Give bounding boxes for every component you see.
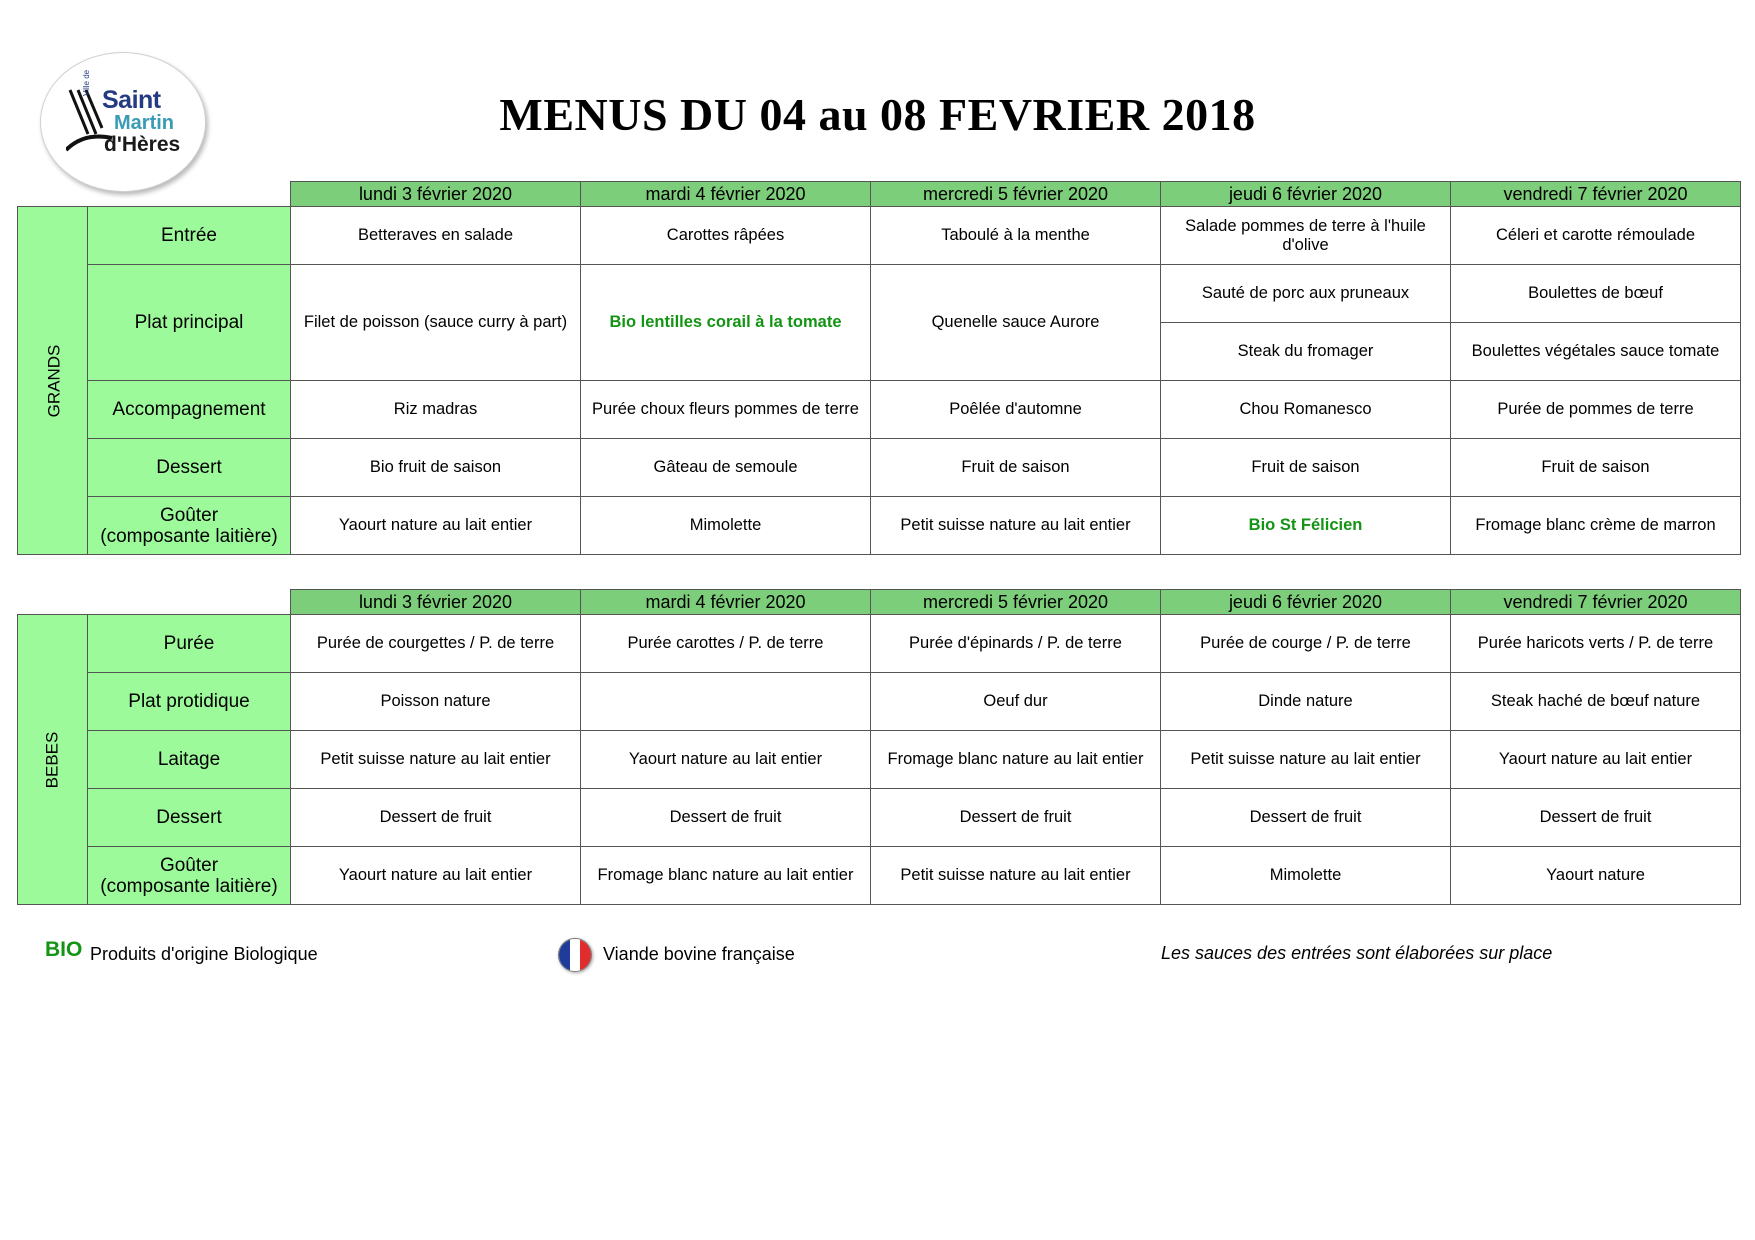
menu-cell: Steak haché de bœuf nature — [1451, 673, 1741, 731]
menu-cell: Fruit de saison — [1161, 439, 1451, 497]
menu-cell: Dessert de fruit — [581, 789, 871, 847]
menu-cell: Dessert de fruit — [291, 789, 581, 847]
menu-cell: Chou Romanesco — [1161, 381, 1451, 439]
menu-cell: Betteraves en salade — [291, 207, 581, 265]
legend — [0, 938, 1755, 978]
category-accompagnement: Accompagnement — [88, 381, 291, 439]
logo-martin-text: Martin — [114, 112, 174, 134]
logo-heres-text: d'Hères — [104, 133, 181, 156]
header-spacer — [18, 182, 291, 207]
menu-cell: Bio fruit de saison — [291, 439, 581, 497]
category-entree: Entrée — [88, 207, 291, 265]
day-header: vendredi 7 février 2020 — [1451, 182, 1741, 207]
menu-cell: Petit suisse nature au lait entier — [1161, 731, 1451, 789]
menu-cell: Purée choux fleurs pommes de terre — [581, 381, 871, 439]
menu-cell: Yaourt nature au lait entier — [581, 731, 871, 789]
day-header: lundi 3 février 2020 — [291, 182, 581, 207]
menu-cell: Boulettes de bœuf — [1451, 265, 1741, 323]
category-laitage: Laitage — [88, 731, 291, 789]
day-header: jeudi 6 février 2020 — [1161, 182, 1451, 207]
menu-cell: Petit suisse nature au lait entier — [871, 497, 1161, 555]
category-gouter-line2: (composante laitière) — [100, 875, 278, 897]
sauces-note: Les sauces des entrées sont élaborées sur place — [1161, 943, 1553, 963]
menu-cell: Yaourt nature — [1451, 847, 1741, 905]
france-flag-icon — [558, 938, 592, 972]
menu-cell: Dessert de fruit — [871, 789, 1161, 847]
day-header: mercredi 5 février 2020 — [871, 182, 1161, 207]
menu-cell: Purée d'épinards / P. de terre — [871, 615, 1161, 673]
menu-cell: Purée de courgettes / P. de terre — [291, 615, 581, 673]
menu-cell: Fromage blanc nature au lait entier — [581, 847, 871, 905]
menu-cell: Dessert de fruit — [1161, 789, 1451, 847]
header-spacer — [18, 590, 291, 615]
menu-cell: Riz madras — [291, 381, 581, 439]
menu-cell: Gâteau de semoule — [581, 439, 871, 497]
menu-cell: Céleri et carotte rémoulade — [1451, 207, 1741, 265]
category-gouter — [88, 847, 291, 905]
menu-cell-bio: Bio lentilles corail à la tomate — [581, 265, 871, 381]
menu-cell: Yaourt nature au lait entier — [291, 847, 581, 905]
logo-ville-text: Ville de — [82, 69, 91, 96]
menu-cell: Purée haricots verts / P. de terre — [1451, 615, 1741, 673]
menu-cell: Fruit de saison — [1451, 439, 1741, 497]
logo-saint-text: Saint — [102, 86, 161, 114]
category-plat-principal: Plat principal — [88, 265, 291, 381]
category-plat-protidique: Plat protidique — [88, 673, 291, 731]
menu-cell: Fromage blanc nature au lait entier — [871, 731, 1161, 789]
menu-cell: Mimolette — [581, 497, 871, 555]
menu-cell: Mimolette — [1161, 847, 1451, 905]
page-title: MENUS DU 04 au 08 FEVRIER 2018 — [499, 89, 1256, 140]
category-dessert: Dessert — [88, 789, 291, 847]
category-dessert: Dessert — [88, 439, 291, 497]
category-gouter — [88, 497, 291, 555]
category-puree: Purée — [88, 615, 291, 673]
day-header: mardi 4 février 2020 — [581, 182, 871, 207]
menu-cell: Sauté de porc aux pruneaux — [1161, 265, 1451, 323]
menu-cell: Purée de courge / P. de terre — [1161, 615, 1451, 673]
menu-cell: Purée carottes / P. de terre — [581, 615, 871, 673]
bebes-menu-table — [17, 589, 1741, 905]
menu-cell: Taboulé à la menthe — [871, 207, 1161, 265]
menu-cell: Yaourt nature au lait entier — [1451, 731, 1741, 789]
menu-cell: Petit suisse nature au lait entier — [871, 847, 1161, 905]
menu-cell: Yaourt nature au lait entier — [291, 497, 581, 555]
menu-cell: Salade pommes de terre à l'huile d'olive — [1161, 207, 1451, 265]
category-gouter-line1: Goûter — [159, 504, 219, 526]
day-header: mardi 4 février 2020 — [581, 590, 871, 615]
menu-cell: Dessert de fruit — [1451, 789, 1741, 847]
menu-cell: Petit suisse nature au lait entier — [291, 731, 581, 789]
day-header: lundi 3 février 2020 — [291, 590, 581, 615]
group-label-grands: GRANDS — [18, 207, 88, 555]
menu-cell: Oeuf dur — [871, 673, 1161, 731]
day-header: mercredi 5 février 2020 — [871, 590, 1161, 615]
group-label-bebes: BEBES — [18, 615, 88, 905]
menu-cell: Dinde nature — [1161, 673, 1451, 731]
menu-cell: Poisson nature — [291, 673, 581, 731]
menu-cell: Carottes râpées — [581, 207, 871, 265]
menu-cell: Fromage blanc crème de marron — [1451, 497, 1741, 555]
day-header: jeudi 6 février 2020 — [1161, 590, 1451, 615]
menu-cell: Poêlée d'automne — [871, 381, 1161, 439]
day-header: vendredi 7 février 2020 — [1451, 590, 1741, 615]
menu-cell: Filet de poisson (sauce curry à part) — [291, 265, 581, 381]
grands-menu-table — [17, 181, 1741, 555]
bio-tag: BIO — [45, 938, 83, 961]
menu-cell: Fruit de saison — [871, 439, 1161, 497]
category-gouter-line2: (composante laitière) — [100, 525, 278, 547]
beef-legend-text: Viande bovine française — [603, 944, 795, 964]
menu-cell — [581, 673, 871, 731]
bio-legend-text: Produits d'origine Biologique — [90, 944, 318, 964]
menu-cell: Purée de pommes de terre — [1451, 381, 1741, 439]
menu-cell: Quenelle sauce Aurore — [871, 265, 1161, 381]
menu-cell: Boulettes végétales sauce tomate — [1451, 323, 1741, 381]
menu-cell-bio: Bio St Félicien — [1161, 497, 1451, 555]
menu-cell: Steak du fromager — [1161, 323, 1451, 381]
category-gouter-line1: Goûter — [159, 854, 219, 876]
